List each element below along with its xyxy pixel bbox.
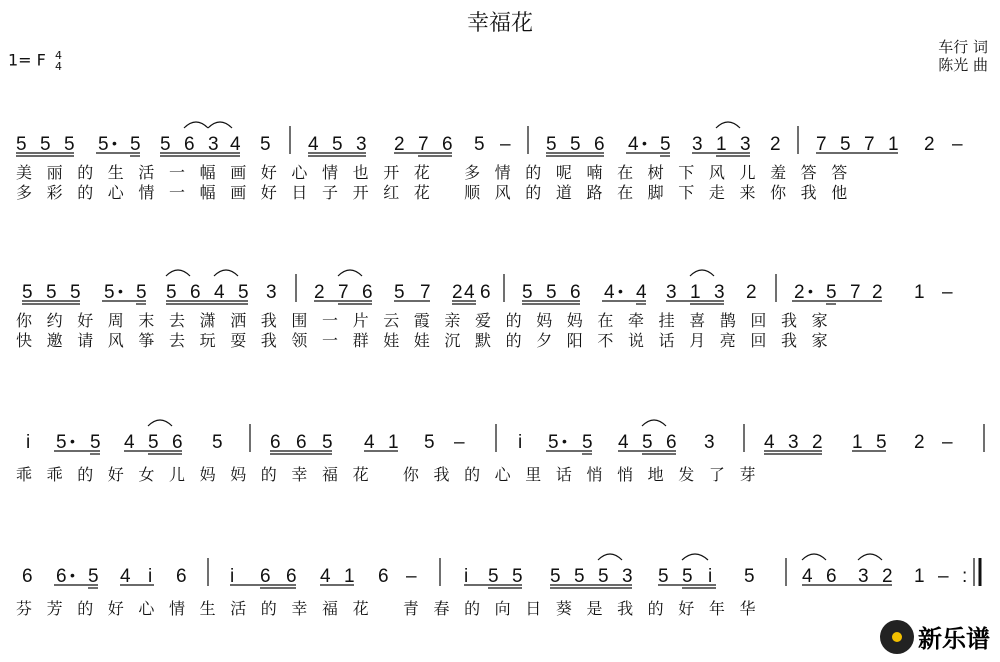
note: 7 [816, 134, 827, 155]
svg-text:5: 5 [658, 566, 669, 587]
slur [716, 122, 740, 128]
svg-text:5: 5 [238, 282, 249, 303]
svg-text:7: 7 [338, 282, 349, 303]
svg-text:i: i [518, 432, 523, 453]
svg-text:4: 4 [636, 282, 647, 303]
slur [208, 122, 232, 128]
svg-text:5: 5 [548, 432, 559, 453]
svg-text:3: 3 [858, 566, 869, 587]
svg-text:•: • [618, 283, 623, 299]
svg-text:6: 6 [666, 432, 677, 453]
note: 5 [474, 134, 485, 155]
note: 5 [160, 134, 171, 155]
svg-text:3: 3 [666, 282, 677, 303]
row-2-notation [12, 268, 992, 308]
svg-text:5: 5 [876, 432, 887, 453]
svg-text:2: 2 [746, 282, 757, 303]
lyrics-verse-2: 快邀请风筝去玩耍我领一群娃娃沉默的夕阳不说话月亮回我家 [16, 331, 843, 350]
svg-text:i: i [26, 432, 31, 453]
note: 5 [840, 134, 851, 155]
note: 5 [260, 134, 271, 155]
svg-text:5: 5 [512, 566, 523, 587]
svg-text:5: 5 [322, 432, 333, 453]
score-row-1 [12, 120, 992, 200]
svg-text:2: 2 [812, 432, 823, 453]
lyrics-verse-1: 美丽的生活一幅画好心情也开花 多情的呢喃在树下风儿羞答答 [16, 163, 862, 182]
svg-text:5: 5 [744, 566, 755, 587]
svg-text:5: 5 [522, 282, 533, 303]
note: 7 [864, 134, 875, 155]
svg-text:1: 1 [852, 432, 863, 453]
svg-text:•: • [70, 433, 75, 449]
svg-text:•: • [808, 283, 813, 299]
note: 3 [208, 134, 219, 155]
note: 5 [16, 134, 27, 155]
note: 6 [442, 134, 453, 155]
svg-text:4: 4 [320, 566, 331, 587]
svg-text:6: 6 [172, 432, 183, 453]
svg-text:3: 3 [622, 566, 633, 587]
svg-text:4: 4 [364, 432, 375, 453]
note: 5 [64, 134, 75, 155]
svg-text:5: 5 [488, 566, 499, 587]
svg-text:–: – [454, 432, 465, 453]
svg-text:5: 5 [550, 566, 561, 587]
svg-text:2: 2 [914, 432, 925, 453]
svg-text:2: 2 [794, 282, 805, 303]
svg-text:4: 4 [120, 566, 131, 587]
svg-text:6: 6 [296, 432, 307, 453]
svg-text:6: 6 [22, 566, 33, 587]
svg-text:5: 5 [642, 432, 653, 453]
svg-text:•: • [118, 283, 123, 299]
svg-text::: : [962, 566, 968, 587]
lyrics-verse-1: 乖乖的好女儿妈妈的幸福花 你我的心里话悄悄地发了芽 [16, 465, 771, 484]
svg-text:3: 3 [714, 282, 725, 303]
note: 5 [98, 134, 109, 155]
svg-text:6: 6 [826, 566, 837, 587]
lyrics-verse-2: 多彩的心情一幅画好日子开红花 顺风的道路在脚下走来你我他 [16, 183, 862, 202]
svg-text:5: 5 [88, 566, 99, 587]
key-label: 1= F [8, 50, 46, 70]
svg-text:4: 4 [618, 432, 629, 453]
row-3-notation [12, 418, 992, 458]
svg-text:4: 4 [802, 566, 813, 587]
svg-text:6: 6 [570, 282, 581, 303]
note: 6 [184, 134, 195, 155]
svg-text:–: – [938, 566, 949, 587]
svg-text:i: i [148, 566, 153, 587]
svg-text:5: 5 [46, 282, 57, 303]
row-4-notation [12, 552, 992, 592]
note: 4 [628, 134, 639, 155]
slur [184, 122, 208, 128]
svg-text:5: 5 [682, 566, 693, 587]
note: 7 [418, 134, 429, 155]
svg-text:7: 7 [420, 282, 431, 303]
svg-text:4: 4 [124, 432, 135, 453]
svg-text:–: – [942, 282, 953, 303]
svg-text:2: 2 [872, 282, 883, 303]
svg-text:2: 2 [882, 566, 893, 587]
svg-text:5: 5 [70, 282, 81, 303]
svg-text:3: 3 [266, 282, 277, 303]
key-signature [8, 50, 62, 72]
svg-text:5: 5 [148, 432, 159, 453]
svg-text:6: 6 [286, 566, 297, 587]
note: 1 [716, 134, 727, 155]
svg-text:4: 4 [764, 432, 775, 453]
note: 2 [924, 134, 935, 155]
svg-text:–: – [942, 432, 953, 453]
note: 5 [546, 134, 557, 155]
svg-text:6: 6 [176, 566, 187, 587]
svg-text:6: 6 [190, 282, 201, 303]
time-signature [55, 50, 62, 72]
svg-text:5: 5 [598, 566, 609, 587]
song-title: 幸福花 [466, 11, 533, 36]
svg-text:5: 5 [546, 282, 557, 303]
svg-text:5: 5 [166, 282, 177, 303]
svg-text:2: 2 [314, 282, 325, 303]
svg-text:5: 5 [212, 432, 223, 453]
svg-text:6: 6 [260, 566, 271, 587]
svg-text:1: 1 [388, 432, 399, 453]
logo-text: 新乐谱 [918, 625, 990, 653]
svg-text:3: 3 [788, 432, 799, 453]
note: 5 [40, 134, 51, 155]
time-sig-bottom: 4 [54, 60, 62, 73]
note: 2 [770, 134, 781, 155]
note: 3 [692, 134, 703, 155]
note: 2 [394, 134, 405, 155]
svg-text:5: 5 [90, 432, 101, 453]
svg-text:1: 1 [914, 282, 925, 303]
svg-text:6: 6 [378, 566, 389, 587]
svg-text:4: 4 [604, 282, 615, 303]
dot: • [642, 135, 647, 151]
svg-text:5: 5 [104, 282, 115, 303]
svg-text:•: • [70, 567, 75, 583]
credits [938, 38, 988, 74]
svg-text:5: 5 [56, 432, 67, 453]
svg-text:5: 5 [574, 566, 585, 587]
svg-text:i: i [708, 566, 713, 587]
note: 6 [594, 134, 605, 155]
svg-text:5: 5 [582, 432, 593, 453]
dash: – [500, 134, 511, 155]
svg-text:5: 5 [136, 282, 147, 303]
svg-text:5: 5 [424, 432, 435, 453]
lyricist: 车行 词 [938, 38, 988, 56]
score-row-4 [12, 552, 992, 622]
svg-text:5: 5 [826, 282, 837, 303]
svg-text:–: – [406, 566, 417, 587]
disc-icon [880, 620, 914, 654]
svg-text:•: • [562, 433, 567, 449]
note: 5 [660, 134, 671, 155]
svg-text:6: 6 [480, 282, 491, 303]
note: 5 [570, 134, 581, 155]
note: 3 [356, 134, 367, 155]
note: 4 [230, 134, 241, 155]
svg-text:5: 5 [394, 282, 405, 303]
svg-text:5: 5 [22, 282, 33, 303]
score-row-3 [12, 418, 992, 488]
note: 4 [308, 134, 319, 155]
dash: – [952, 134, 963, 155]
note: 5 [130, 134, 141, 155]
site-logo [880, 619, 990, 654]
svg-text:1: 1 [344, 566, 355, 587]
svg-text:2: 2 [452, 282, 463, 303]
note: 1 [888, 134, 899, 155]
svg-text:6: 6 [56, 566, 67, 587]
svg-text:6: 6 [270, 432, 281, 453]
svg-text:3: 3 [704, 432, 715, 453]
time-sig-top: 4 [54, 49, 62, 62]
svg-text:4: 4 [464, 282, 475, 303]
note: 3 [740, 134, 751, 155]
composer: 陈光 曲 [938, 56, 988, 74]
lyrics-verse-1: 芬芳的好心情生活的幸福花 青春的向日葵是我的好年华 [16, 599, 771, 618]
svg-text:1: 1 [914, 566, 925, 587]
svg-text:1: 1 [690, 282, 701, 303]
svg-text:6: 6 [362, 282, 373, 303]
svg-text:i: i [230, 566, 235, 587]
lyrics-verse-1: 你约好周末去潇洒我围一片云霞亲爱的妈妈在牵挂喜鹊回我家 [16, 311, 843, 330]
svg-text:7: 7 [850, 282, 861, 303]
dot: • [112, 135, 117, 151]
row-1-notation [12, 120, 992, 160]
score-row-2 [12, 268, 992, 348]
svg-text:4: 4 [214, 282, 225, 303]
note: 5 [332, 134, 343, 155]
svg-text:i: i [464, 566, 469, 587]
